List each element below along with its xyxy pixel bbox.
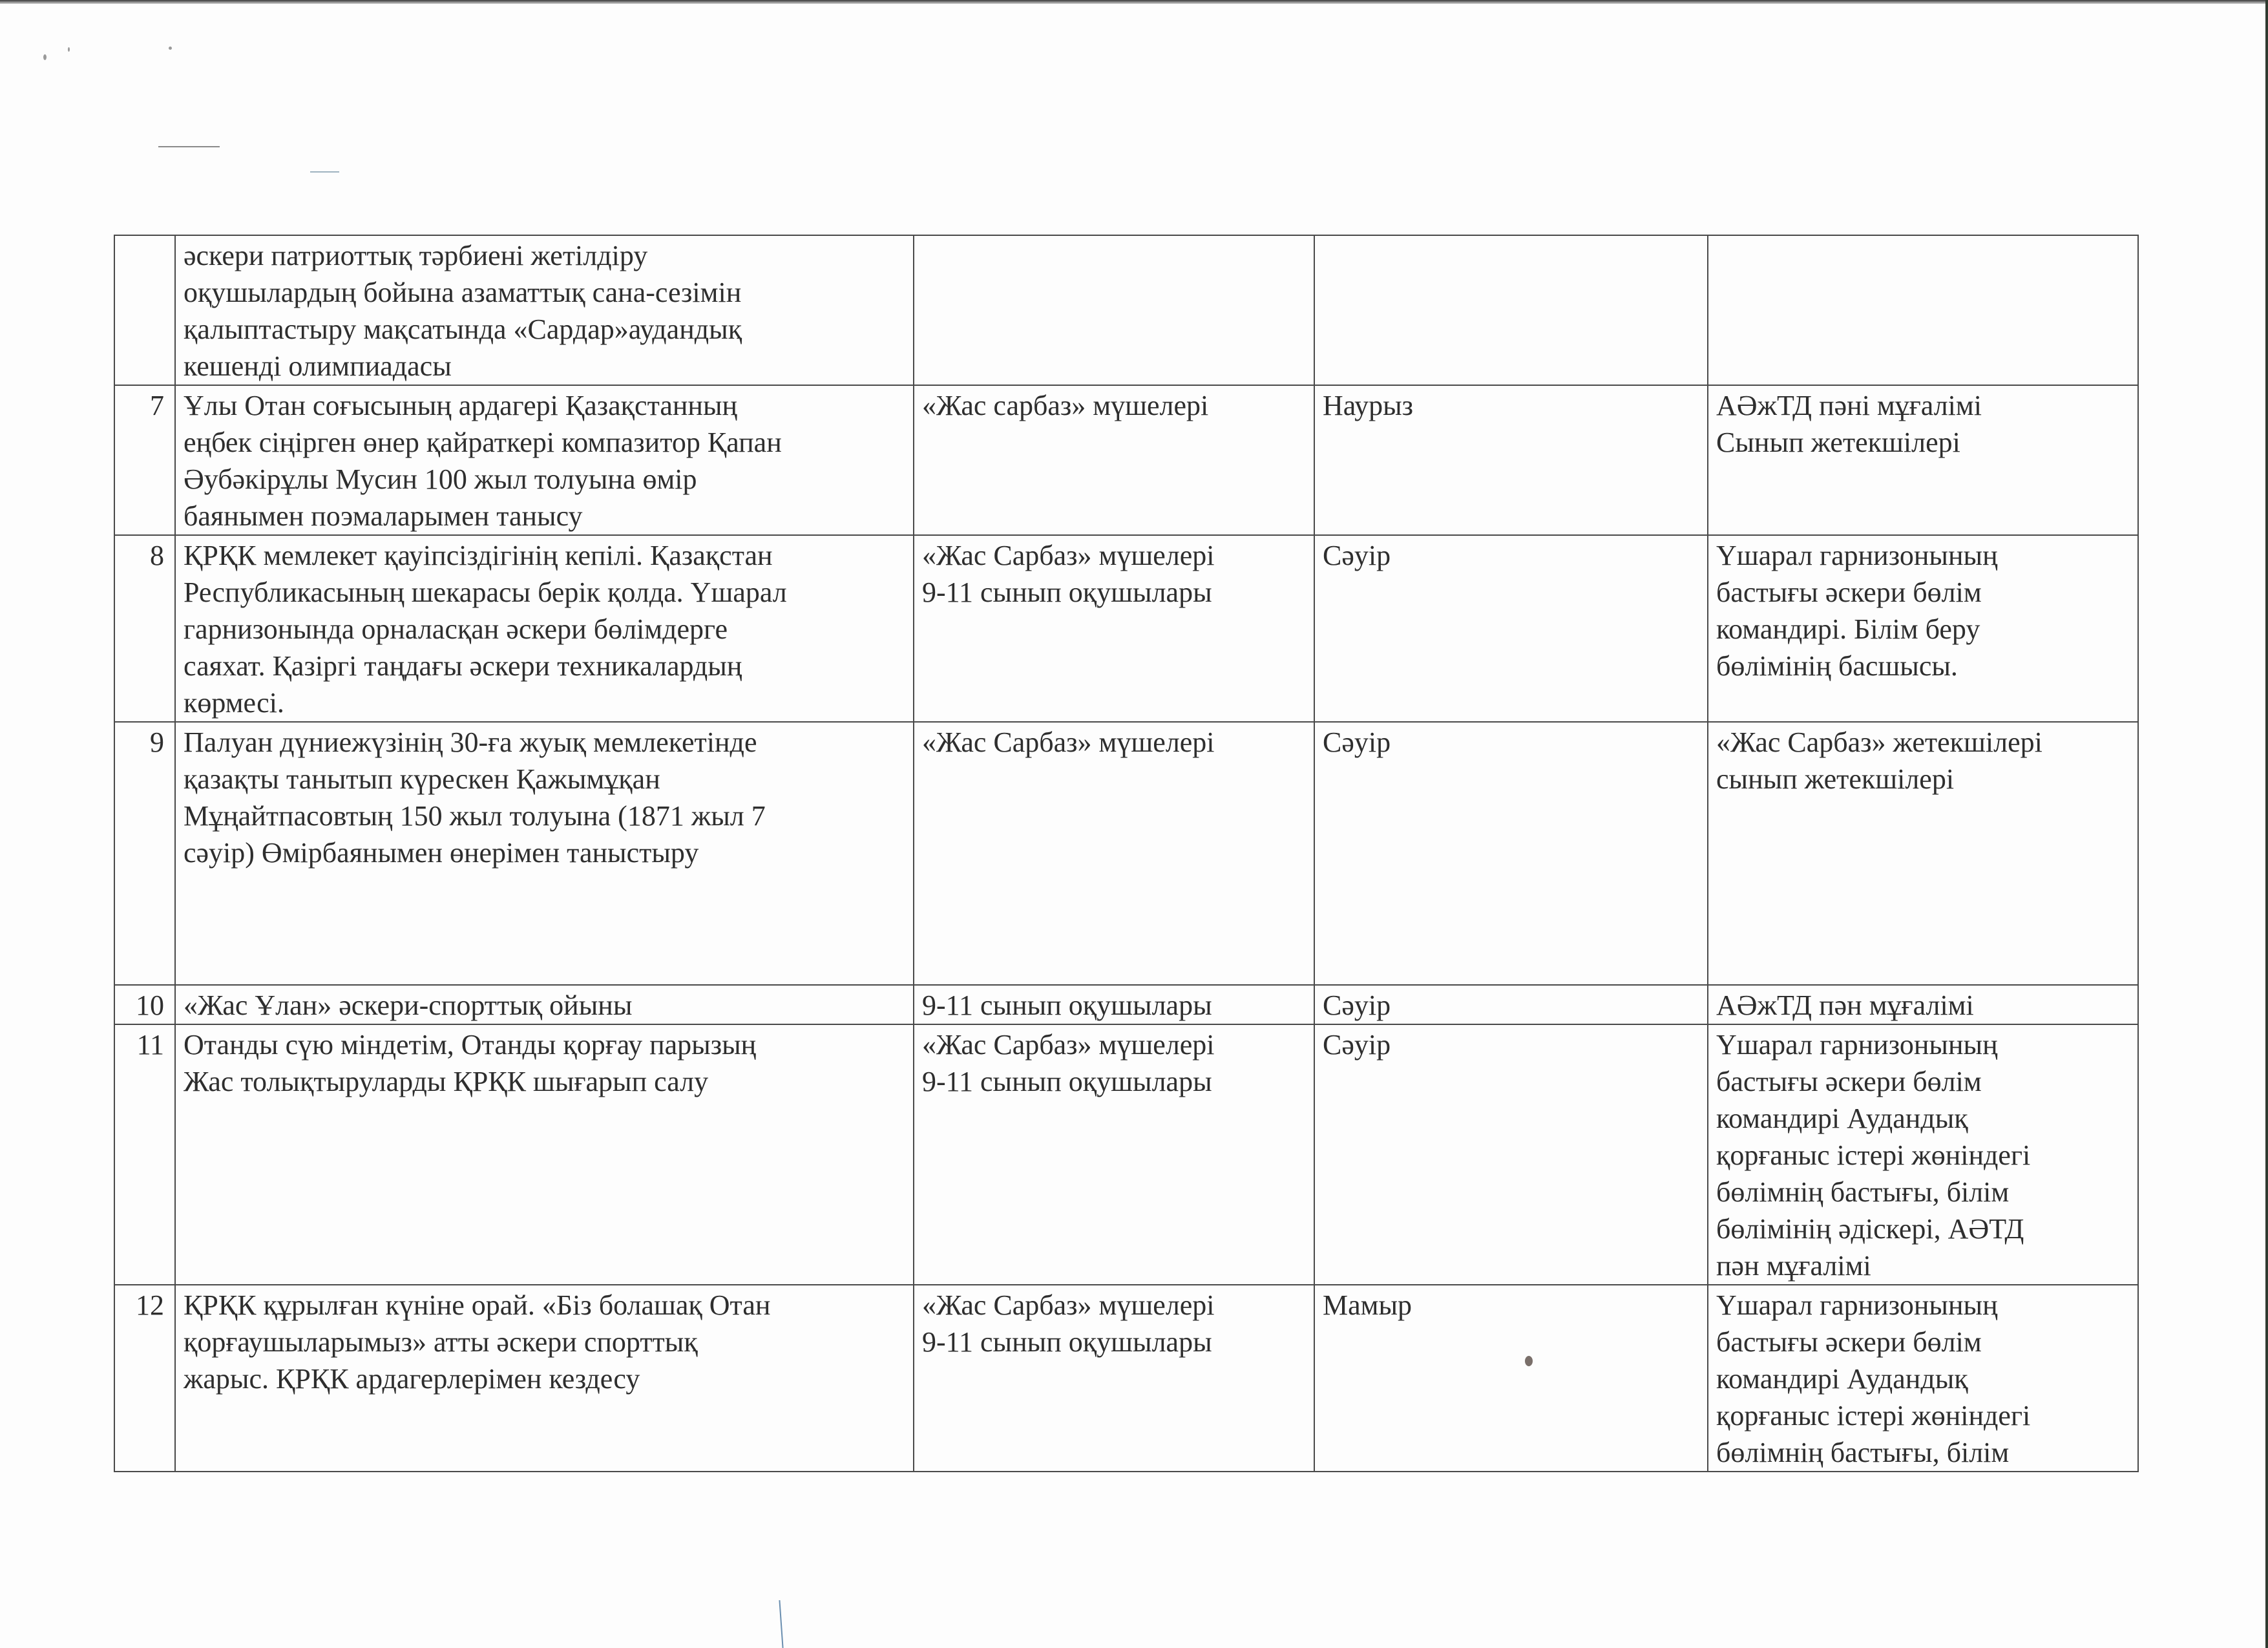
row-number: 7 <box>114 385 175 535</box>
event-line: Ұлы Отан соғысының ардагері Қазақстанның <box>184 390 738 421</box>
row-number: 12 <box>114 1285 175 1472</box>
activity-plan-table <box>114 235 2139 1472</box>
ink-blot <box>1525 1356 1533 1366</box>
responsible-line: бөлімінің әдіскері, АӘТД <box>1716 1213 2024 1245</box>
event-line: көрмесі. <box>184 687 284 719</box>
scan-speck <box>68 47 70 52</box>
date-cell: Мамыр <box>1314 1285 1708 1472</box>
responsible-line: командирі Аудандық <box>1716 1103 1968 1134</box>
event-cell <box>175 385 914 535</box>
scan-edge-top <box>0 0 2268 4</box>
table-row <box>114 1024 2138 1285</box>
participants-cell <box>914 1285 1314 1472</box>
table-row <box>114 535 2138 722</box>
table-row <box>114 1285 2138 1472</box>
responsible-line: қорғаныс істері жөніндегі <box>1716 1139 2031 1171</box>
responsible-cell <box>1708 385 2138 535</box>
date-cell: Наурыз <box>1314 385 1708 535</box>
row-number: 9 <box>114 722 175 985</box>
responsible-line: Сынып жетекшілері <box>1716 427 1960 458</box>
responsible-line: командирі Аудандық <box>1716 1363 1968 1395</box>
event-line: кешенді олимпиадасы <box>184 350 452 382</box>
participants-line: «Жас Сарбаз» мүшелері <box>922 1289 1215 1321</box>
responsible-line: бастығы әскери бөлім <box>1716 1326 1982 1358</box>
responsible-line: бөлімнің бастығы, білім <box>1716 1437 2010 1468</box>
event-line: Мұңайтпасовтың 150 жыл толуына (1871 жыл 7 <box>184 800 766 832</box>
event-cell <box>175 235 914 385</box>
responsible-cell <box>1708 722 2138 985</box>
participants-cell <box>914 235 1314 385</box>
date-cell: Сәуір <box>1314 985 1708 1024</box>
row-number <box>114 235 175 385</box>
row-number: 10 <box>114 985 175 1024</box>
responsible-line: Үшарал гарнизонының <box>1716 1289 1998 1321</box>
event-cell <box>175 535 914 722</box>
event-line: қазақты танытып күрескен Қажымұқан <box>184 763 660 795</box>
event-line: ҚРҚК мемлекет қауіпсіздігінің кепілі. Қазақстан <box>184 540 773 571</box>
date-cell: Сәуір <box>1314 535 1708 722</box>
event-cell <box>175 985 914 1024</box>
scan-dash-mark <box>310 171 339 173</box>
row-number: 11 <box>114 1024 175 1285</box>
responsible-line: пән мұғалімі <box>1716 1250 1871 1282</box>
responsible-line: «Жас Сарбаз» жетекшілері <box>1716 726 2042 758</box>
responsible-line: бастығы әскери бөлім <box>1716 576 1982 608</box>
responsible-line: Үшарал гарнизонының <box>1716 1029 1998 1061</box>
event-line: әскери патриоттық тәрбиені жетілдіру <box>184 240 648 271</box>
participants-cell <box>914 535 1314 722</box>
participants-cell <box>914 722 1314 985</box>
event-cell <box>175 1024 914 1285</box>
table-row <box>114 385 2138 535</box>
responsible-line: АӘжТД пән мұғалімі <box>1716 989 1974 1021</box>
event-line: «Жас Ұлан» әскери-спорттық ойыны <box>184 989 633 1021</box>
table-row <box>114 722 2138 985</box>
responsible-cell <box>1708 235 2138 385</box>
date-cell: Сәуір <box>1314 722 1708 985</box>
event-line: ҚРҚК құрылған күніне орай. «Біз болашақ Отан <box>184 1289 771 1321</box>
event-line: Жас толықтыруларды ҚРҚК шығарып салу <box>184 1066 709 1097</box>
responsible-line: командирі. Білім беру <box>1716 613 1980 645</box>
event-line: Палуан дүниежүзінің 30-ға жуық мемлекетінде <box>184 726 757 758</box>
participants-line: 9-11 сынып оқушылары <box>922 1066 1212 1097</box>
event-line: баянымен поэмаларымен танысу <box>184 500 583 532</box>
participants-cell <box>914 985 1314 1024</box>
table-row <box>114 985 2138 1024</box>
event-line: Әубәкірұлы Мусин 100 жыл толуына өмір <box>184 463 697 495</box>
scan-streak <box>779 1600 783 1648</box>
date-cell: Сәуір <box>1314 1024 1708 1285</box>
responsible-line: Үшарал гарнизонының <box>1716 540 1998 571</box>
event-line: Отанды сүю міндетім, Отанды қорғау парызың <box>184 1029 757 1061</box>
table-row <box>114 235 2138 385</box>
participants-line: 9-11 сынып оқушылары <box>922 576 1212 608</box>
participants-line: 9-11 сынып оқушылары <box>922 1326 1212 1358</box>
responsible-line: сынып жетекшілері <box>1716 763 1955 795</box>
responsible-cell <box>1708 985 2138 1024</box>
scan-speck <box>169 47 172 50</box>
participants-line: «Жас Сарбаз» мүшелері <box>922 1029 1215 1061</box>
participants-cell <box>914 385 1314 535</box>
participants-line: «Жас Сарбаз» мүшелері <box>922 540 1215 571</box>
date-cell <box>1314 235 1708 385</box>
event-line: жарыс. ҚРҚК ардагерлерімен кездесу <box>184 1363 640 1395</box>
participants-line: «Жас сарбаз» мүшелері <box>922 390 1209 421</box>
participants-line: «Жас Сарбаз» мүшелері <box>922 726 1215 758</box>
event-line: Республикасының шекарасы берік қолда. Үшарал <box>184 576 787 608</box>
event-line: қалыптастыру мақсатында «Сардар»аудандық <box>184 313 742 345</box>
scan-dash-mark <box>158 146 220 147</box>
scan-edge-right <box>2265 0 2268 1648</box>
responsible-line: бөлімнің бастығы, білім <box>1716 1176 2010 1208</box>
row-number: 8 <box>114 535 175 722</box>
participants-cell <box>914 1024 1314 1285</box>
responsible-cell <box>1708 535 2138 722</box>
responsible-line: АӘжТД пәні мұғалімі <box>1716 390 1982 421</box>
event-line: сәуір) Өмірбаянымен өнерімен таныстыру <box>184 837 699 869</box>
scan-speck <box>43 54 47 60</box>
responsible-line: қорғаныс істері жөніндегі <box>1716 1400 2031 1431</box>
event-cell <box>175 1285 914 1472</box>
responsible-cell <box>1708 1024 2138 1285</box>
participants-line: 9-11 сынып оқушылары <box>922 989 1212 1021</box>
event-line: оқушылардың бойына азаматтық сана-сезімін <box>184 277 742 308</box>
event-line: қорғаушыларымыз» атты әскери спорттық <box>184 1326 698 1358</box>
responsible-line: бастығы әскери бөлім <box>1716 1066 1982 1097</box>
event-line: еңбек сіңірген өнер қайраткері компазитор Қапан <box>184 427 782 458</box>
responsible-line: бөлімінің басшысы. <box>1716 650 1958 682</box>
event-cell <box>175 722 914 985</box>
event-line: саяхат. Қазіргі таңдағы әскери техникалардың <box>184 650 742 682</box>
event-line: гарнизонында орналасқан әскери бөлімдерге <box>184 613 728 645</box>
responsible-cell <box>1708 1285 2138 1472</box>
